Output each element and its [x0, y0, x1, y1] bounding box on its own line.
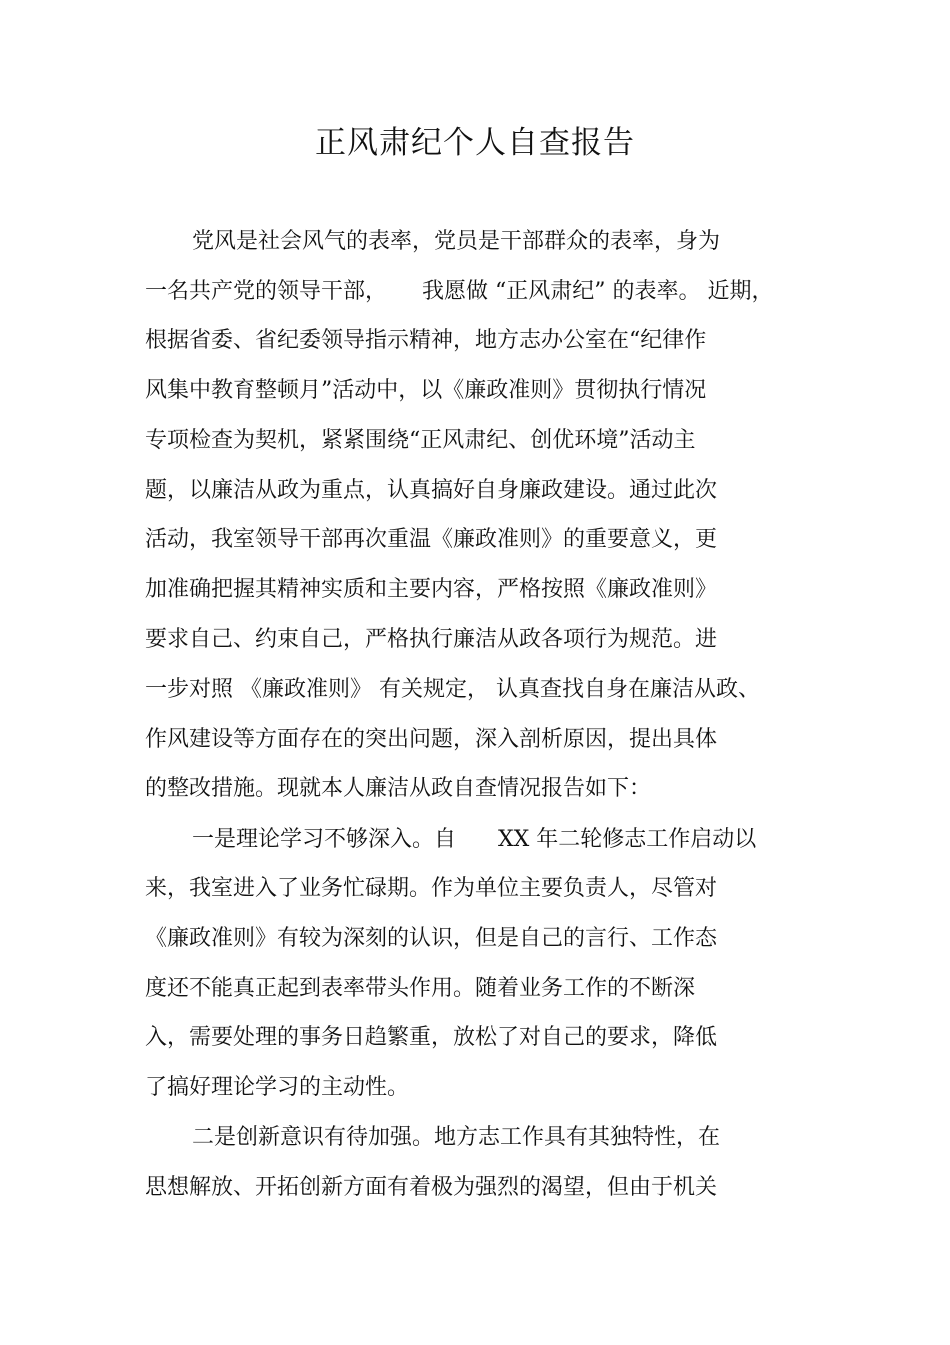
paragraph-line: 一名共产党的领导干部， 我愿做 “正风肃纪” 的表率。 近期， — [145, 279, 774, 304]
paragraph-line: 根据省委、省纪委领导指示精神，地方志办公室在“纪律作 — [145, 328, 707, 353]
paragraph-line: 一步对照 《廉政准则》 有关规定， 认真查找自身在廉洁从政、 — [145, 677, 760, 702]
paragraph-line: 作风建设等方面存在的突出问题，深入剖析原因，提出具体 — [145, 727, 718, 752]
paragraph-line: 题，以廉洁从政为重点，认真搞好自身廉政建设。通过此次 — [145, 478, 718, 503]
paragraph-line: 入，需要处理的事务日趋繁重，放松了对自己的要求，降低 — [145, 1025, 718, 1050]
paragraph-line: 一是理论学习不够深入。自 XX 年二轮修志工作启动以 — [192, 827, 757, 852]
paragraph-line: 二是创新意识有待加强。地方志工作具有其独特性，在 — [192, 1125, 721, 1150]
paragraph-line: 度还不能真正起到表率带头作用。随着业务工作的不断深 — [145, 976, 696, 1001]
paragraph-line: 风集中教育整顿月”活动中，以《廉政准则》贯彻执行情况 — [145, 378, 707, 403]
paragraph-line: 加准确把握其精神实质和主要内容，严格按照《廉政准则》 — [145, 577, 718, 602]
paragraph-line: 的整改措施。现就本人廉洁从政自查情况报告如下： — [145, 776, 652, 801]
document-title: 正风肃纪个人自查报告 — [315, 125, 635, 161]
paragraph-line: 思想解放、开拓创新方面有着极为强烈的渴望，但由于机关 — [145, 1175, 718, 1200]
paragraph-line: 专项检查为契机，紧紧围绕“正风肃纪、创优环境”活动主 — [145, 428, 696, 453]
paragraph-line: 活动，我室领导干部再次重温《廉政准则》的重要意义，更 — [145, 527, 718, 552]
paragraph-line: 要求自己、约束自己，严格执行廉洁从政各项行为规范。进 — [145, 627, 718, 652]
paragraph-line: 来，我室进入了业务忙碌期。作为单位主要负责人，尽管对 — [145, 876, 718, 901]
paragraph-line: 了搞好理论学习的主动性。 — [145, 1075, 410, 1100]
paragraph-line: 《廉政准则》有较为深刻的认识，但是自己的言行、工作态 — [145, 926, 718, 951]
paragraph-line: 党风是社会风气的表率，党员是干部群众的表率，身为 — [192, 229, 721, 254]
